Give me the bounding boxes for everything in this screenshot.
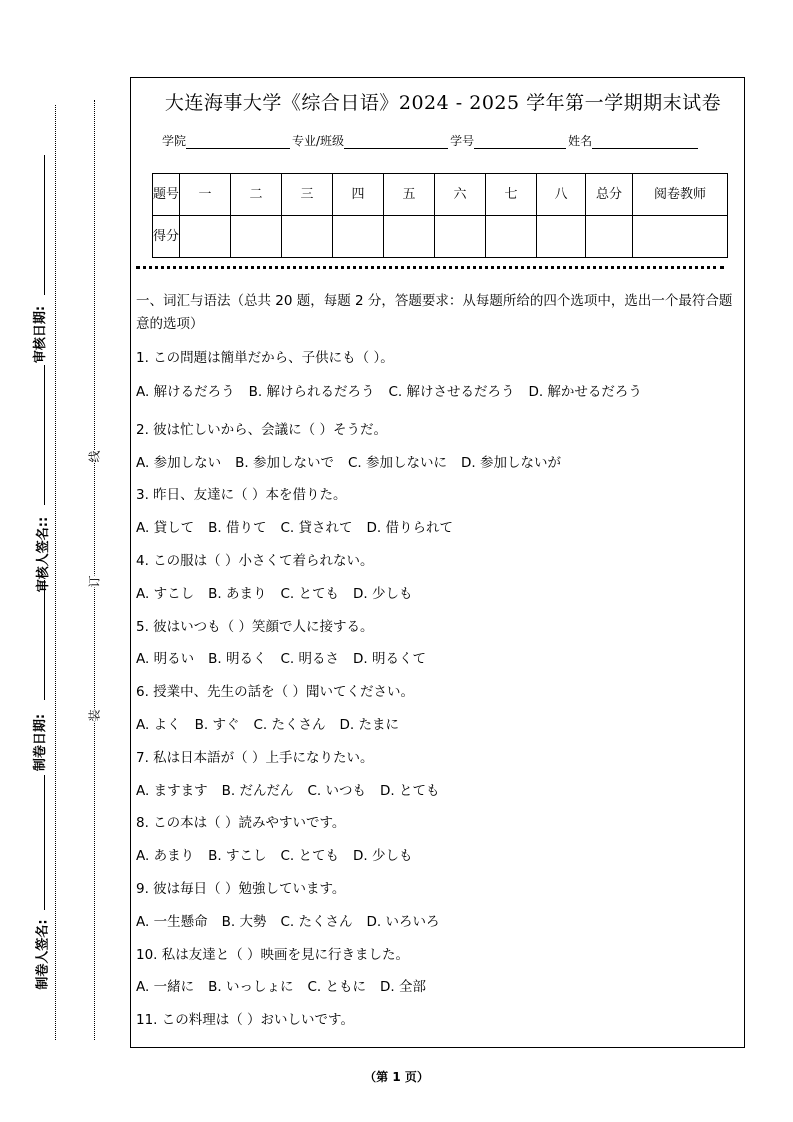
question-text: 4. この服は（ ）小さくて着られない。 <box>136 552 374 569</box>
option-choice[interactable]: B. あまり <box>208 585 267 602</box>
option-choice[interactable]: C. とても <box>280 848 339 865</box>
option-choice[interactable]: C. 貸されて <box>280 520 353 537</box>
question-text: 2. 彼は忙しいから、会議に（ ）そうだ。 <box>136 421 387 438</box>
question-text: 5. 彼はいつも（ ）笑顔で人に接する。 <box>136 618 374 635</box>
field-major-class-input[interactable] <box>344 136 448 149</box>
option-choice[interactable]: B. 解けられるだろう <box>248 383 375 400</box>
margin-label-prepare-date: 制卷日期: <box>33 713 49 772</box>
score-col-5: 五 <box>384 174 435 216</box>
margin-label-review-date: 审核日期: <box>33 305 49 364</box>
option-choice[interactable]: B. 借りて <box>208 520 267 537</box>
question-options <box>136 512 740 545</box>
question-text: 10. 私は友達と（ ）映画を見に行きました。 <box>136 946 410 963</box>
option-choice[interactable]: C. たくさん <box>280 913 353 930</box>
score-col-4: 四 <box>333 174 384 216</box>
score-col-6: 六 <box>435 174 486 216</box>
option-choice[interactable]: D. 全部 <box>379 979 426 996</box>
option-choice[interactable]: D. 解かせるだろう <box>528 383 642 400</box>
field-student-id-input[interactable] <box>474 136 566 149</box>
option-choice[interactable]: A. 明るい <box>136 651 195 668</box>
option-choice[interactable]: B. すぐ <box>194 716 240 733</box>
signature-line-3 <box>44 580 45 700</box>
option-choice[interactable]: C. たくさん <box>253 716 326 733</box>
score-table-row-label-number: 题号 <box>153 174 180 216</box>
field-college-input[interactable] <box>186 136 290 149</box>
score-cell[interactable] <box>282 216 333 258</box>
binding-dotted-line <box>94 100 95 1040</box>
option-choice[interactable]: A. 一生懸命 <box>136 913 208 930</box>
option-choice[interactable]: D. 少しも <box>352 848 413 865</box>
option-choice[interactable]: A. 貸して <box>136 520 195 537</box>
field-label-college: 学院 <box>162 134 187 148</box>
option-choice[interactable]: A. ますます <box>136 782 208 799</box>
option-choice[interactable]: B. だんだん <box>221 782 294 799</box>
question-text: 8. この本は（ ）読みやすいです。 <box>136 815 346 832</box>
question-text: 7. 私は日本語が（ ）上手になりたい。 <box>136 749 374 766</box>
option-choice[interactable]: C. 解けさせるだろう <box>388 383 515 400</box>
score-cell[interactable] <box>586 216 633 258</box>
option-choice[interactable]: D. 参加しないが <box>460 454 561 471</box>
binding-char-zhuang: 装 <box>87 709 102 722</box>
binding-char-xian: 线 <box>87 450 102 463</box>
margin-label-reviewer-signature: 审核人签名:: <box>36 516 52 593</box>
option-choice[interactable]: D. 借りられて <box>366 520 453 537</box>
option-choice[interactable]: A. あまり <box>136 848 195 865</box>
option-choice[interactable]: B. 明るく <box>208 651 267 668</box>
option-choice[interactable]: C. いつも <box>307 782 366 799</box>
option-choice[interactable]: B. すこし <box>208 848 267 865</box>
option-choice[interactable]: C. 参加しないに <box>347 454 447 471</box>
option-choice[interactable]: A. 参加しない <box>136 454 222 471</box>
option-choice[interactable]: D. 明るくて <box>352 651 426 668</box>
question-options <box>136 375 740 414</box>
score-cell[interactable] <box>333 216 384 258</box>
score-cell[interactable] <box>633 216 728 258</box>
option-choice[interactable]: B. 大勢 <box>221 913 267 930</box>
option-choice[interactable]: A. よく <box>136 716 181 733</box>
score-col-2: 二 <box>231 174 282 216</box>
field-label-student-id: 学号 <box>450 134 475 148</box>
page-number: （第 1 页） <box>364 1070 429 1084</box>
score-col-3: 三 <box>282 174 333 216</box>
field-name-input[interactable] <box>592 136 698 149</box>
student-info-row <box>162 132 700 149</box>
score-col-7: 七 <box>486 174 537 216</box>
field-label-name: 姓名 <box>568 134 593 148</box>
score-table-row-label-score: 得分 <box>153 216 180 258</box>
question-options <box>136 709 740 742</box>
option-choice[interactable]: A. 一緒に <box>136 979 195 996</box>
field-label-major-class: 专业/班级 <box>292 134 345 148</box>
score-cell[interactable] <box>537 216 586 258</box>
score-table <box>152 173 728 258</box>
section-heading: 一、词汇与语法（总共 20 题，每题 2 分，答题要求：从每题所给的四个选项中，选出一个最符合题意的选项） <box>136 293 733 332</box>
question-text: 6. 授業中、先生の話を（ ）聞いてください。 <box>136 684 414 701</box>
question-text: 1. この問題は簡単だから、子供にも（ ）。 <box>136 350 394 366</box>
score-cell[interactable] <box>180 216 231 258</box>
questions-section <box>136 290 740 1037</box>
header-separator <box>136 266 724 269</box>
question-options <box>136 906 740 939</box>
option-choice[interactable]: C. ともに <box>307 979 366 996</box>
question-options <box>136 578 740 611</box>
margin-label-preparer-signature: 制卷人签名: <box>35 919 51 990</box>
option-choice[interactable]: C. とても <box>280 585 339 602</box>
option-choice[interactable]: A. 解けるだろう <box>136 383 235 400</box>
question-text: 9. 彼は毎日（ ）勉強しています。 <box>136 880 346 897</box>
signature-line-1 <box>44 155 45 295</box>
question-options <box>136 447 740 480</box>
exam-title: 大连海事大学《综合日语》2024 - 2025 学年第一学期期末试卷 <box>164 92 722 114</box>
score-col-grader: 阅卷教师 <box>633 174 728 216</box>
question-text: 11. この料理は（ ）おいしいです。 <box>136 1012 354 1029</box>
question-options <box>136 643 740 676</box>
question-text: 3. 昨日、友達に（ ）本を借りた。 <box>136 487 347 504</box>
question-options <box>136 971 740 1004</box>
option-choice[interactable]: B. いっしょに <box>208 979 294 996</box>
binding-char-ding: 订 <box>87 575 102 588</box>
option-choice[interactable]: B. 参加しないで <box>235 454 334 471</box>
question-list <box>136 342 740 1037</box>
signature-line-4 <box>44 775 45 910</box>
score-cell[interactable] <box>435 216 486 258</box>
option-choice[interactable]: D. 少しも <box>352 585 413 602</box>
question-options <box>136 840 740 873</box>
option-choice[interactable]: C. 明るさ <box>280 651 339 668</box>
score-cell[interactable] <box>486 216 537 258</box>
option-choice[interactable]: A. すこし <box>136 585 195 602</box>
margin-dotted-line-left <box>55 105 56 1040</box>
score-col-1: 一 <box>180 174 231 216</box>
score-col-total: 总分 <box>586 174 633 216</box>
question-options <box>136 775 740 808</box>
option-choice[interactable]: D. たまに <box>339 716 399 733</box>
signature-line-2 <box>44 365 45 505</box>
score-cell[interactable] <box>384 216 435 258</box>
option-choice[interactable]: D. とても <box>379 782 440 799</box>
score-cell[interactable] <box>231 216 282 258</box>
option-choice[interactable]: D. いろいろ <box>366 913 440 930</box>
score-col-8: 八 <box>537 174 586 216</box>
